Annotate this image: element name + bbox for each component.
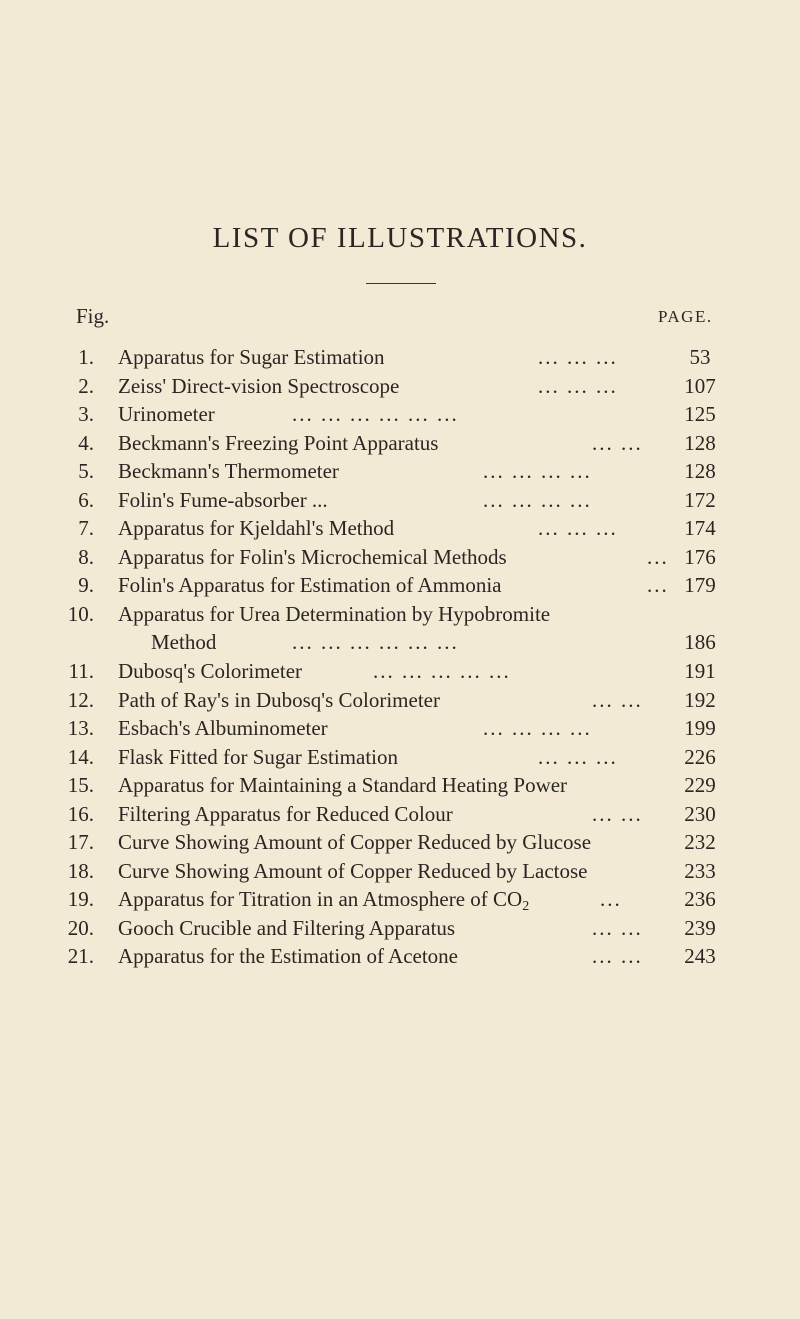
list-item [0,486,800,515]
list-item [0,942,800,971]
figure-title: Filtering Apparatus for Reduced Colour [118,801,453,826]
page-number: 192 [684,687,716,712]
page-number: 172 [684,487,716,512]
leader-dots: ... ... ... ... [483,487,592,512]
list-item [0,543,800,572]
page-number: 128 [684,430,716,455]
page-number: 186 [684,630,716,655]
figure-title: Urinometer [118,402,215,427]
figure-number: 17. [67,830,94,855]
list-item-continuation [0,628,800,657]
figure-title-text: Apparatus for Titration in an Atmosphere of CO [118,887,523,912]
page-column-header: PAGE. [658,307,713,326]
leader-dots: ... [647,573,669,598]
figure-number: 4. [78,430,94,455]
figure-number: 13. [67,716,94,741]
figure-title: Beckmann's Thermometer [118,459,339,484]
figure-number: 14. [67,744,94,769]
figure-number: 16. [67,801,94,826]
fig-column-header: Fig. [76,304,110,328]
list-item [0,600,800,629]
figure-number: 21. [67,944,94,969]
page-number: 229 [684,773,716,798]
list-item [0,771,800,800]
figure-title: Folin's Fume-absorber ... [118,487,328,512]
list-item [0,857,800,886]
page-number: 243 [684,944,716,969]
figure-title: Apparatus for Maintaining a Standard Heating Power [118,773,568,798]
figure-number: 5. [78,459,94,484]
list-item [0,343,800,372]
figure-title: Apparatus for Kjeldahl's Method [118,516,395,541]
page-number: 179 [684,573,716,598]
figure-number: 6. [78,487,94,512]
figure-title: Dubosq's Colorimeter [118,659,303,684]
figure-title: Gooch Crucible and Filtering Apparatus [118,915,456,940]
page-number: 199 [684,716,716,741]
figure-number: 2. [78,373,94,398]
page-number: 226 [684,744,716,769]
illustrations-list [0,343,800,971]
page-number: 125 [684,402,716,427]
page-number: 239 [684,915,716,940]
page-title: LIST OF ILLUSTRATIONS. [212,222,588,254]
figure-title: Flask Fitted for Sugar Estimation [118,744,398,769]
figure-number: 1. [78,345,94,369]
figure-number: 3. [78,402,94,427]
list-item [0,571,800,600]
figure-number: 18. [67,858,94,883]
page-number: 128 [684,459,716,484]
figure-title: Curve Showing Amount of Copper Reduced by Glucose [118,830,592,855]
subscript: 2 [522,899,530,915]
list-item [0,429,800,458]
list-item [0,800,800,829]
leader-dots: ... ... [592,944,643,969]
figure-number: 11. [68,659,94,684]
leader-dots: ... ... ... [538,345,618,369]
list-item [0,828,800,857]
leader-dots: ... ... ... ... ... [373,659,511,684]
page-number: 230 [684,801,716,826]
figure-number: 15. [67,773,94,798]
figure-number: 8. [78,544,94,569]
figure-title: Apparatus for the Estimation of Acetone [118,944,458,969]
figure-number: 7. [78,516,94,541]
leader-dots: ... [600,887,622,912]
figure-number: 12. [67,687,94,712]
figure-title: Esbach's Albuminometer [118,716,328,741]
leader-dots: ... ... [592,915,643,940]
list-item [0,914,800,943]
figure-title: Apparatus for Sugar Estimation [118,345,385,369]
leader-dots: ... ... ... [538,516,618,541]
list-item [0,400,800,429]
leader-dots: ... ... [592,687,643,712]
figure-number: 9. [78,573,94,598]
figure-title-continued: Method [151,630,217,655]
page-number: 191 [684,659,716,684]
figure-number: 10. [67,601,94,626]
figure-title: Path of Ray's in Dubosq's Colorimeter [118,687,440,712]
leader-dots: ... ... [592,430,643,455]
leader-dots: ... ... ... [538,744,618,769]
leader-dots: ... ... ... ... [483,716,592,741]
list-item [0,657,800,686]
list-item [0,686,800,715]
list-item [0,457,800,486]
title-divider [366,283,436,284]
page-number: 53 [689,345,711,369]
figure-title [118,885,529,913]
figure-title: Apparatus for Urea Determination by Hypobromite [118,601,551,626]
list-item [0,885,800,914]
leader-dots: ... ... [592,801,643,826]
figure-number: 19. [67,887,94,912]
list-item [0,514,800,543]
leader-dots: ... ... ... ... [483,459,592,484]
figure-title: Zeiss' Direct-vision Spectroscope [118,373,400,398]
figure-number: 20. [67,915,94,940]
list-item [0,714,800,743]
leader-dots: ... ... ... ... ... ... [292,402,459,427]
figure-title: Beckmann's Freezing Point Apparatus [118,430,439,455]
page-number: 233 [684,858,716,883]
page-number: 232 [684,830,716,855]
page-number: 174 [684,516,716,541]
figure-title: Folin's Apparatus for Estimation of Ammonia [118,573,502,598]
figure-title: Curve Showing Amount of Copper Reduced by Lactose [118,858,588,883]
leader-dots: ... ... ... ... ... ... [292,630,459,655]
leader-dots: ... [647,544,669,569]
page-number: 176 [684,544,716,569]
list-item [0,743,800,772]
figure-title: Apparatus for Folin's Microchemical Methods [118,544,507,569]
list-item [0,372,800,401]
page-number: 107 [684,373,716,398]
leader-dots: ... ... ... [538,373,618,398]
page-number: 236 [684,887,716,912]
